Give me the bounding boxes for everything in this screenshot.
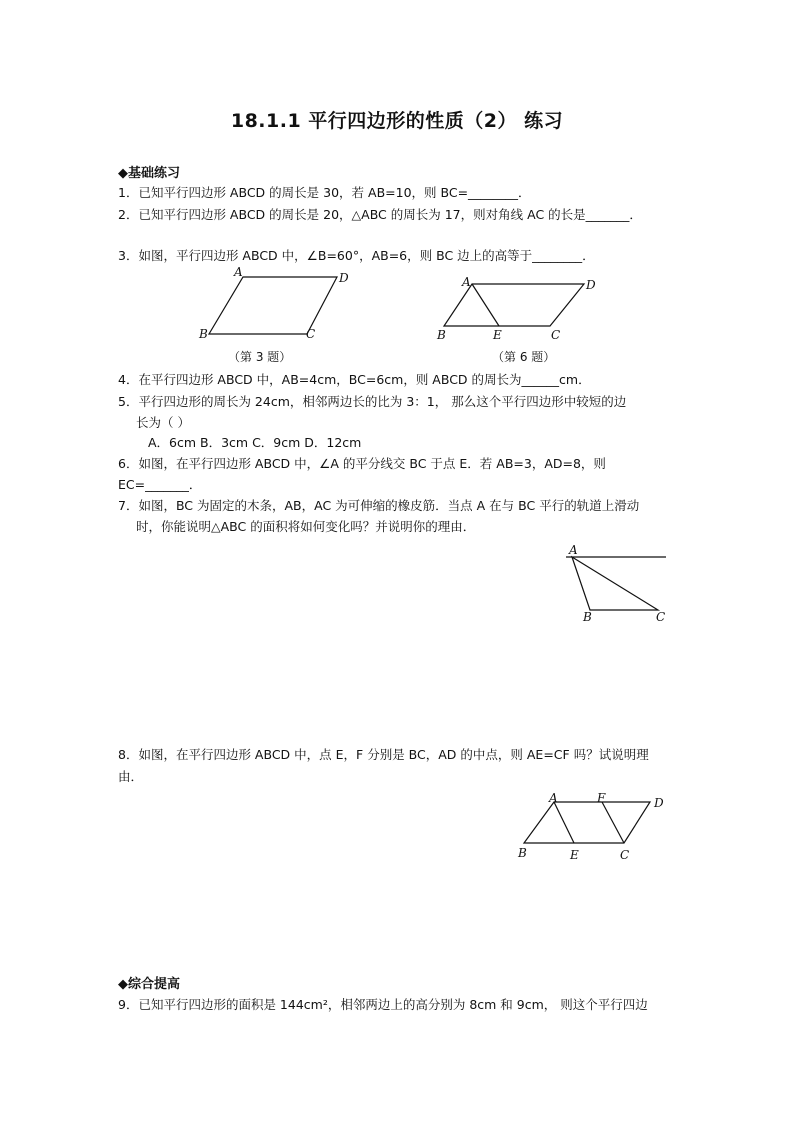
question-6-line-2: EC=_______．: [118, 477, 202, 492]
fig8-label-e: E: [570, 848, 579, 862]
fig7-label-a: A: [569, 543, 578, 557]
segment-ae: [554, 802, 574, 843]
bisector-ae: [472, 284, 499, 326]
fig3-label-a: A: [234, 265, 243, 279]
fig6-label-c: C: [551, 328, 561, 342]
fig7-label-b: B: [583, 610, 592, 624]
fig7-label-c: C: [656, 610, 666, 624]
question-5-line-2: 长为（ ）: [136, 415, 190, 430]
section-basic: ◆基础练习: [118, 166, 180, 181]
question-6-line-1: 6．如图，在平行四边形 ABCD 中，∠A 的平分线交 BC 于点 E．若 AB=3，AD=8，则: [118, 456, 606, 471]
question-5-options: A．6cm B．3cm C．9cm D．12cm: [148, 435, 362, 450]
question-8-line-2: 由．: [118, 769, 144, 784]
question-2: 2．已知平行四边形 ABCD 的周长是 20，△ABC 的周长为 17，则对角线 AC 的长是_______．: [118, 207, 642, 222]
fig6-label-b: B: [437, 328, 446, 342]
fig8-label-b: B: [518, 846, 527, 860]
fig6-label-a: A: [462, 275, 471, 289]
fig6-label-d: D: [586, 278, 596, 292]
fig3-caption: （第 3 题）: [228, 350, 292, 364]
segment-fc: [602, 802, 624, 843]
parallelogram-abcd: [209, 277, 337, 334]
triangle-abc: [572, 557, 658, 610]
fig8-label-a: A: [549, 791, 558, 805]
question-7-line-1: 7．如图，BC 为固定的木条，AB，AC 为可伸缩的橡皮筋．当点 A 在与 BC 平行的轨道上滑动: [118, 498, 640, 513]
parallelogram-abcd-q6: [444, 284, 584, 326]
section-advanced: ◆综合提高: [118, 977, 180, 992]
question-8-line-1: 8．如图，在平行四边形 ABCD 中，点 E，F 分别是 BC，AD 的中点，则 AE=CF 吗？试说明理: [118, 747, 649, 762]
question-4: 4．在平行四边形 ABCD 中，AB=4cm，BC=6cm，则 ABCD 的周长为______cm．: [118, 372, 591, 387]
fig3-label-c: C: [306, 327, 316, 341]
fig3-label-b: B: [199, 327, 208, 341]
fig6-caption: （第 6 题）: [492, 350, 556, 364]
parallelogram-abcd-q8: [524, 802, 650, 843]
fig3-label-d: D: [339, 271, 349, 285]
figure-q8-parallelogram: [518, 795, 658, 851]
page-title: 18.1.1 平行四边形的性质（2） 练习: [230, 110, 564, 132]
fig8-label-f: F: [597, 791, 606, 805]
question-3: 3．如图，平行四边形 ABCD 中，∠B=60°，AB=6，则 BC 边上的高等于________．: [118, 248, 595, 263]
question-7-line-2: 时，你能说明△ABC 的面积将如何变化吗？并说明你的理由．: [136, 519, 476, 534]
question-1: 1．已知平行四边形 ABCD 的周长是 30，若 AB=10，则 BC=________．: [118, 185, 531, 200]
fig8-label-c: C: [620, 848, 630, 862]
figure-q7-triangle: [560, 548, 670, 618]
question-9-line-1: 9．已知平行四边形的面积是 144cm²，相邻两边上的高分别为 8cm 和 9cm， 则这个平行四边: [118, 997, 648, 1012]
fig8-label-d: D: [654, 796, 664, 810]
fig6-label-e: E: [493, 328, 502, 342]
question-5-line-1: 5．平行四边形的周长为 24cm，相邻两边长的比为 3：1， 那么这个平行四边形中较短的边: [118, 394, 627, 409]
